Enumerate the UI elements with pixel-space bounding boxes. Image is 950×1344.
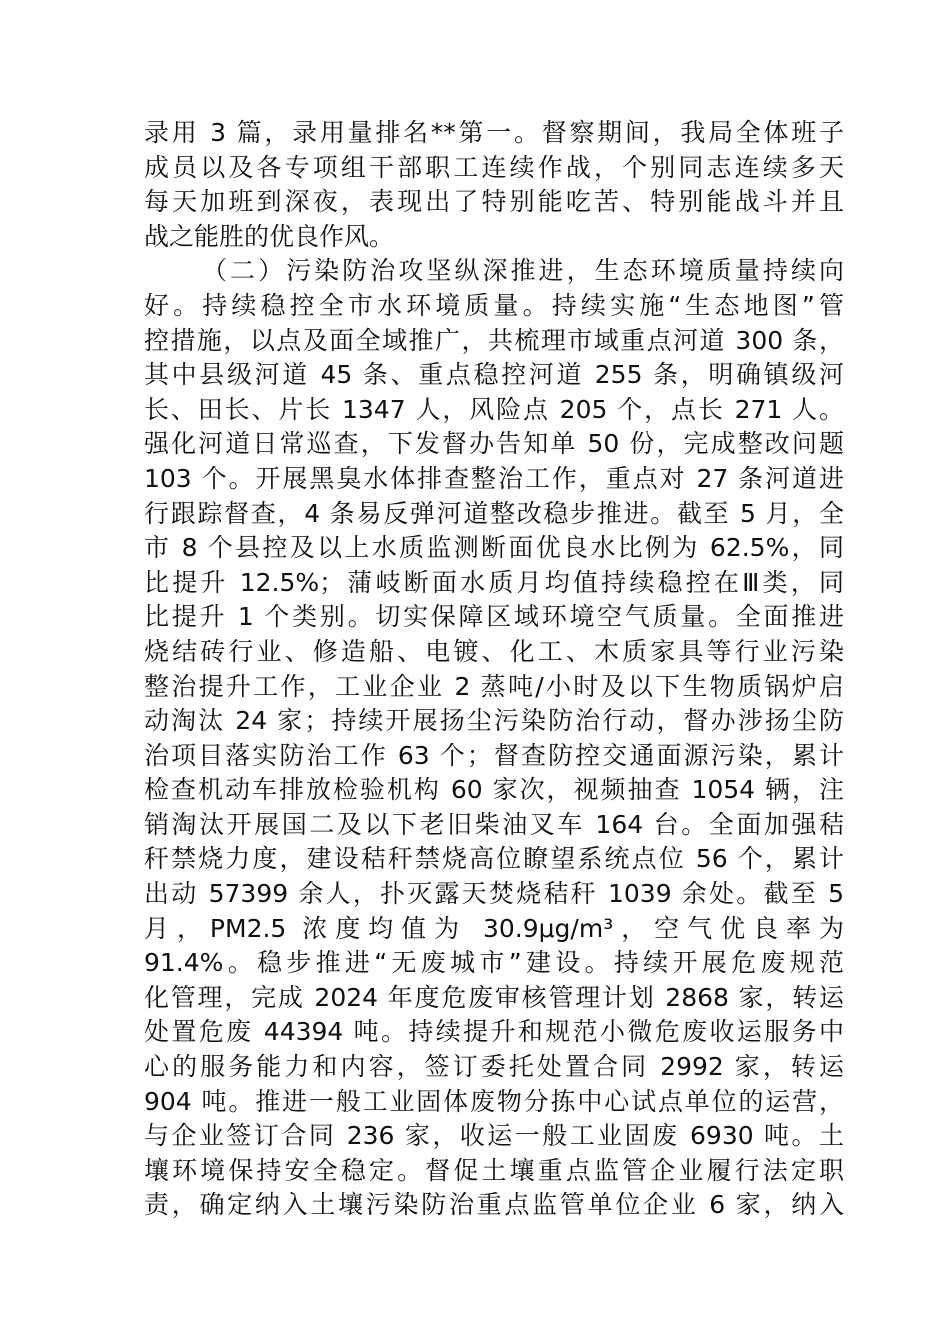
- text-line: 91.4%。稳步推进“无废城市”建设。持续开展危废规范: [144, 948, 844, 978]
- text-line: 月，PM2.5 浓度均值为 30.9μg/m³，空气优良率为: [144, 913, 844, 943]
- text-line: 长、田长、片长 1347 人，风险点 205 个，点长 271 人。: [144, 394, 844, 424]
- text-line: 出动 57399 余人，扑灭露天焚烧秸秆 1039 余处。截至 5: [144, 879, 844, 909]
- body-text: [144, 116, 844, 1223]
- text-line: 化管理，完成 2024 年度危废审核管理计划 2868 家，转运: [144, 982, 844, 1012]
- text-line: 比提升 1 个类别。切实保障区域环境空气质量。全面推进: [144, 602, 844, 632]
- text-line: 战之能胜的优良作风。: [144, 221, 395, 251]
- text-line: 103 个。开展黑臭水体排查整治工作，重点对 27 条河道进: [144, 463, 844, 493]
- text-line: 好。持续稳控全市水环境质量。持续实施“生态地图”管: [144, 290, 844, 320]
- text-line: 与企业签订合同 236 家，收运一般工业固废 6930 吨。土: [144, 1121, 844, 1151]
- text-line: 处置危废 44394 吨。持续提升和规范小微危废收运服务中: [144, 1017, 844, 1047]
- text-line: 904 吨。推进一般工业固体废物分拣中心试点单位的运营，: [144, 1086, 844, 1116]
- text-line: 责，确定纳入土壤污染防治重点监管单位企业 6 家，纳入: [144, 1190, 844, 1220]
- text-line: 每天加班到深夜，表现出了特别能吃苦、特别能战斗并且: [144, 187, 844, 217]
- text-line: 销淘汰开展国二及以下老旧柴油叉车 164 台。全面加强秸: [144, 809, 844, 839]
- text-line: 秆禁烧力度，建设秸秆禁烧高位瞭望系统点位 56 个，累计: [144, 844, 844, 874]
- text-line: 行跟踪督查，4 条易反弹河道整改稳步推进。截至 5 月，全: [144, 498, 844, 528]
- text-line: 烧结砖行业、修造船、电镀、化工、木质家具等行业污染: [144, 636, 844, 666]
- text-line: 动淘汰 24 家；持续开展扬尘污染防治行动，督办涉扬尘防: [144, 706, 844, 736]
- text-line: 壤环境保持安全稳定。督促土壤重点监管企业履行法定职: [144, 1155, 844, 1185]
- text-line: 成员以及各专项组干部职工连续作战，个别同志连续多天: [144, 152, 844, 182]
- section-heading-line: （二）污染防治攻坚纵深推进，生态环境质量持续向: [202, 256, 844, 286]
- text-line: 检查机动车排放检验机构 60 家次，视频抽查 1054 辆，注: [144, 775, 844, 805]
- text-line: 控措施，以点及面全域推广，共梳理市域重点河道 300 条，: [144, 325, 844, 355]
- text-line: 强化河道日常巡查，下发督办告知单 50 份，完成整改问题: [144, 429, 844, 459]
- text-line: 录用 3 篇，录用量排名**第一。督察期间，我局全体班子: [144, 118, 844, 147]
- text-line: 市 8 个县控及以上水质监测断面优良水比例为 62.5%，同: [144, 533, 844, 563]
- text-line: 其中县级河道 45 条、重点稳控河道 255 条，明确镇级河: [144, 360, 844, 390]
- text-line: 治项目落实防治工作 63 个；督查防控交通面源污染，累计: [144, 740, 844, 770]
- text-line: 比提升 12.5%；蒲岐断面水质月均值持续稳控在Ⅲ类，同: [144, 567, 844, 597]
- text-line: 整治提升工作，工业企业 2 蒸吨/小时及以下生物质锅炉启: [144, 671, 844, 701]
- text-line: 心的服务能力和内容，签订委托处置合同 2992 家，转运: [144, 1052, 844, 1082]
